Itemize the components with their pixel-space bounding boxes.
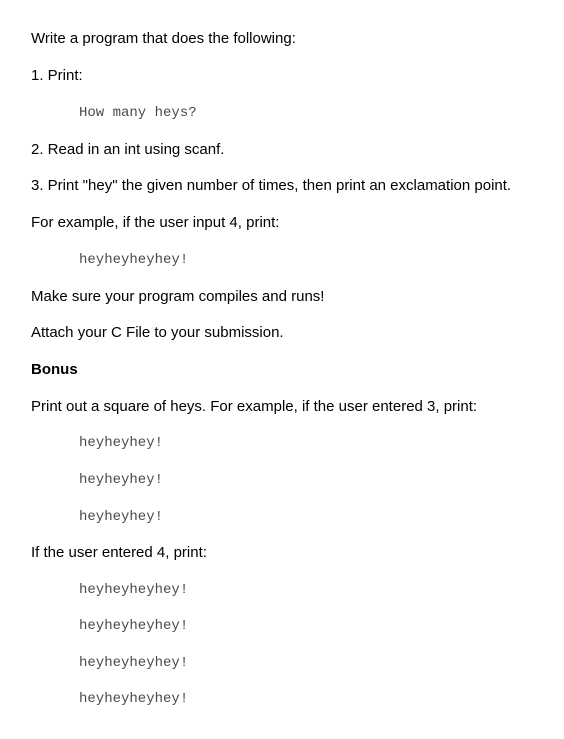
- square3-line: heyheyhey!: [79, 509, 164, 525]
- square4-line: heyheyheyhey!: [79, 691, 189, 707]
- code-prompt-line: How many heys?: [79, 105, 197, 121]
- attach-note-text: Attach your C File to your submission.: [31, 324, 284, 341]
- square3-line: heyheyhey!: [79, 435, 164, 451]
- step-1-text: 1. Print:: [31, 67, 83, 84]
- code-example-line: heyheyheyhey!: [79, 252, 189, 268]
- example4-intro-text: If the user entered 4, print:: [31, 544, 207, 561]
- square4-line: heyheyheyhey!: [79, 582, 189, 598]
- square4-line: heyheyheyhey!: [79, 618, 189, 634]
- intro-text: Write a program that does the following:: [31, 30, 296, 47]
- bonus-text: Print out a square of heys. For example, if the user entered 3, print:: [31, 398, 478, 415]
- square3-line: heyheyhey!: [79, 472, 164, 488]
- example-intro-text: For example, if the user input 4, print:: [31, 214, 280, 231]
- square4-line: heyheyheyhey!: [79, 655, 189, 671]
- step-3-text: 3. Print "hey" the given number of times, then print an exclamation point.: [31, 177, 512, 194]
- step-2-text: 2. Read in an int using scanf.: [31, 141, 225, 158]
- compile-note-text: Make sure your program compiles and runs!: [31, 288, 325, 305]
- bonus-heading: Bonus: [31, 361, 78, 378]
